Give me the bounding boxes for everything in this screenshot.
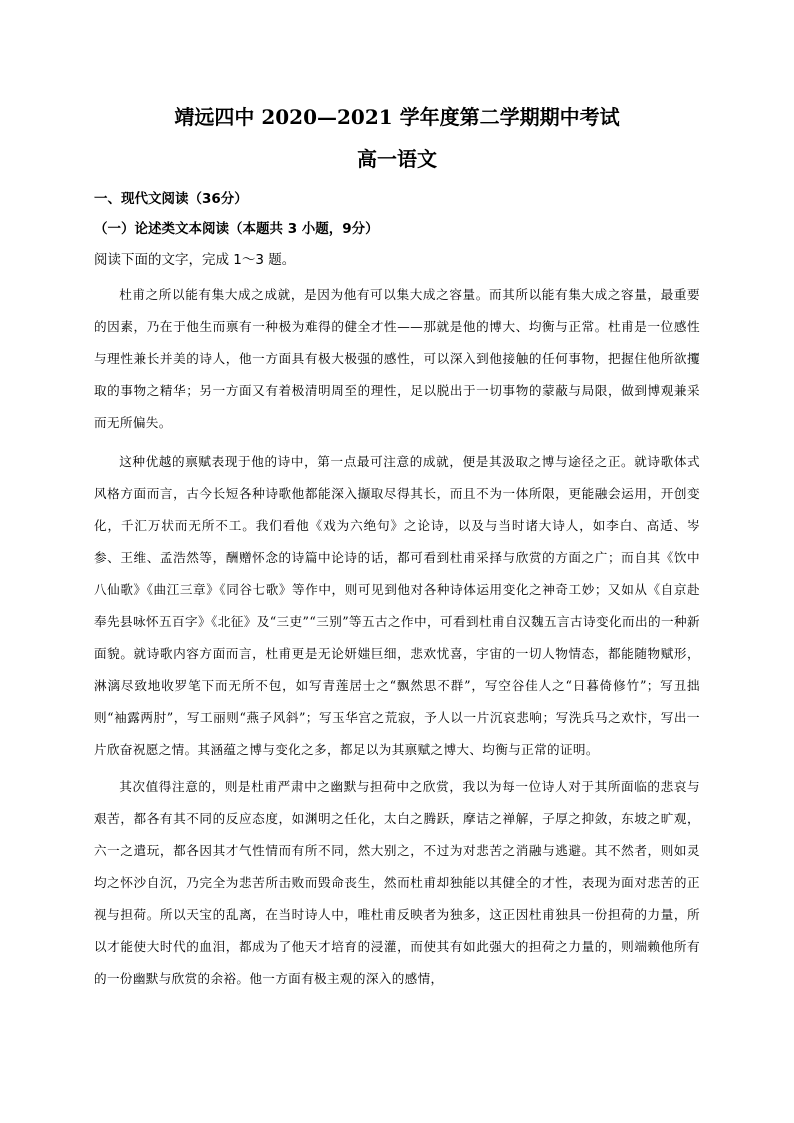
passage-paragraph-2: 这种优越的禀赋表现于他的诗中，第一点最可注意的成就，便是其汲取之博与途径之正。就诗歌体式风格方面而言，古今长短各种诗歌他都能深入撷取尽得其长，而且不为一体所限，更能融会运用，开创变化，千汇万状而无所不工。我们看他《戏为六绝句》之论诗，以及与当时诸大诗人，如李白、高适、岑参、王维、孟浩然等，酬赠怀念的诗篇中论诗的话，都可看到杜甫采择与欣赏的方面之广；而自其《饮中八仙歌》《曲江三章》《同谷七歌》等作中，则可见到他对各种诗体运用变化之神奇工妙；又如从《自京赴奉先县咏怀五百字》《北征》及“三吏”“三别”等五古之作中，可看到杜甫自汉魏五言古诗变化而出的一种新面貌。就诗歌内容方面而言，杜甫更是无论妍媸巨细，悲欢忧喜，宇宙的一切人物情态，都能随物赋形，淋漓尽致地收罗笔下而无所不包，如写青莲居士之“飘然思不群”，写空谷佳人之“日暮倚修竹”；写丑拙则“袖露两肘”，写工丽则“燕子风斜”；写玉华宫之荒寂，予人以一片沉哀悲响；写洗兵马之欢忭，写出一片欣奋祝愿之情。其涵蕴之博与变化之多，都足以为其禀赋之博大、均衡与正常的证明。 (94, 454, 700, 757)
exam-title: 靖远四中 2020—2021 学年度第二学期期中考试 (174, 105, 620, 129)
subject-title: 高一语文 (357, 147, 437, 171)
passage-paragraph-3: 其次值得注意的，则是杜甫严肃中之幽默与担荷中之欣赏，我以为每一位诗人对于其所面临的悲哀与艰苦，都各有其不同的反应态度，如渊明之任化，太白之腾跃，摩诘之禅解，子厚之抑敛，东坡之旷观，六一之遣玩，都各因其才气性情而有所不同，然大别之，不过为对悲苦之消融与逃避。其不然者，则如灵均之怀沙自沉，乃完全为悲苦所击败而毁命丧生，然而杜甫却独能以其健全的才性，表现为面对悲苦的正视与担荷。所以天宝的乱离，在当时诗人中，唯杜甫反映者为独多，这正因杜甫独具一份担荷的力量，所以才能使大时代的血泪，都成为了他天才培育的浸灌，而使其有如此强大的担荷之力量的，则端赖他所有的一份幽默与欣赏的余裕。他一方面有极主观的深入的感情， (94, 779, 700, 986)
reading-instruction: 阅读下面的文字，完成 1～3 题。 (94, 252, 296, 268)
passage-paragraph-1: 杜甫之所以能有集大成之成就，是因为他有可以集大成之容量。而其所以能有集大成之容量，最重要的因素，乃在于他生而禀有一种极为难得的健全才性——那就是他的博大、均衡与正常。杜甫是一位感性与理性兼长并美的诗人，他一方面具有极大极强的感性，可以深入到他接触的任何事物，把握住他所欲攫取的事物之精华；另一方面又有着极清明周至的理性，足以脱出于一切事物的蒙蔽与局限，做到博观兼采而无所偏失。 (94, 287, 700, 430)
section-heading: 一、现代文阅读（36分） (94, 191, 248, 207)
subsection-heading: （一）论述类文本阅读（本题共 3 小题，9分） (94, 221, 379, 237)
